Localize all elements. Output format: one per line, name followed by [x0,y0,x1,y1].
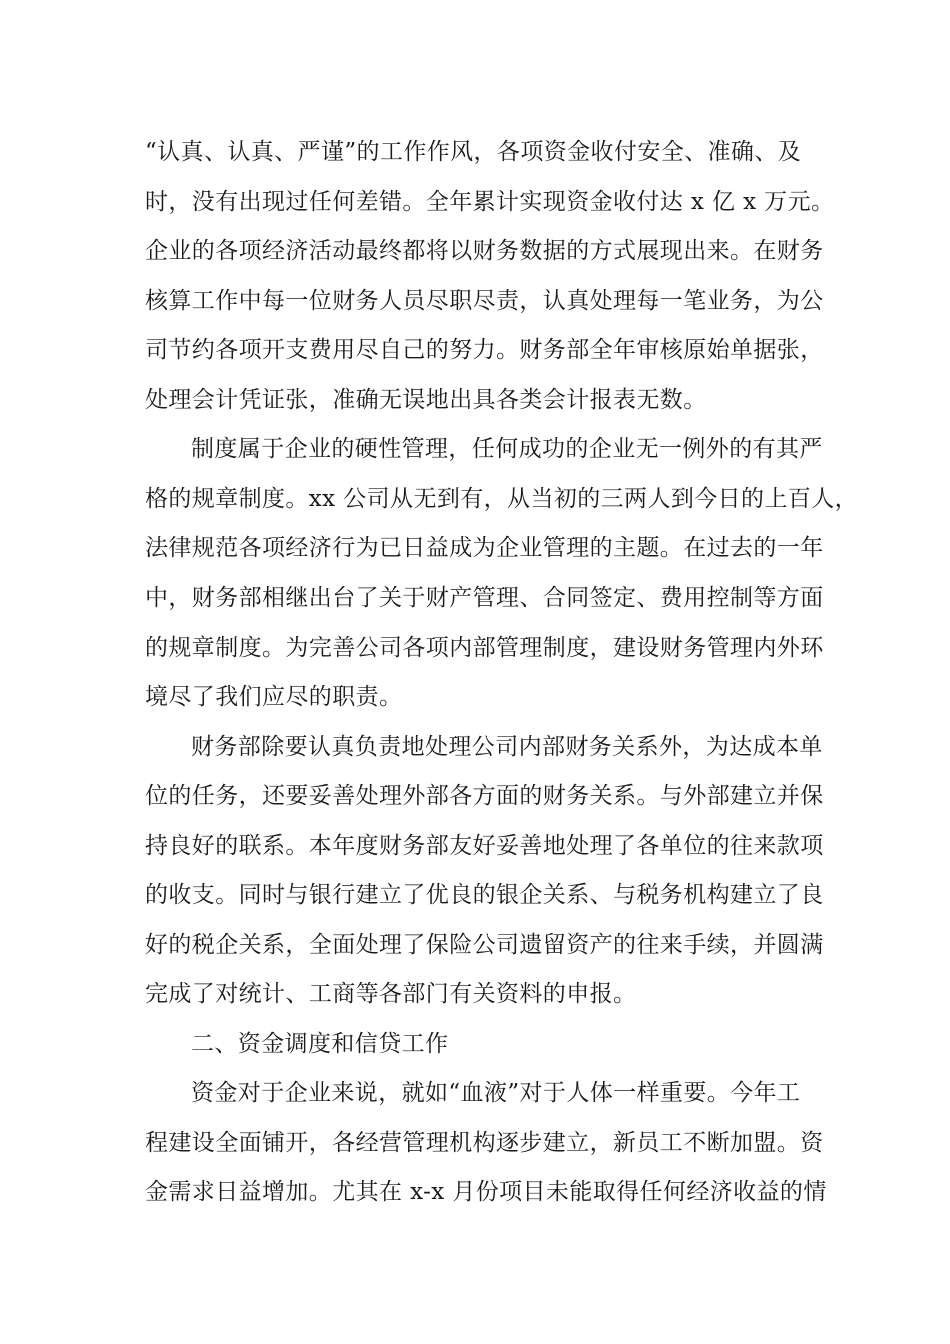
text-line: 程建设全面铺开，各经营管理机构逐步建立，新员工不断加盟。资 [145,1130,824,1156]
section-heading: 二、资金调度和信贷工作 [191,1031,449,1057]
text-line: 好的税企关系，全面处理了保险公司遗留资产的往来手续，并圆满 [145,932,824,958]
text-line: 司节约各项开支费用尽自己的努力。财务部全年审核原始单据张， [145,337,824,363]
text-line: 境尽了我们应尽的职责。 [145,684,403,710]
paragraph-first-line: 财务部除要认真负责地处理公司内部财务关系外，为达成本单 [191,734,823,760]
paragraph-first-line: 制度属于企业的硬性管理，任何成功的企业无一例外的有其严 [191,436,823,462]
text-line: 格的规章制度。xx 公司从无到有，从当初的三两人到今日的上百人， [145,486,859,512]
text-line: 核算工作中每一位财务人员尽职尽责，认真处理每一笔业务，为公 [145,288,824,314]
text-line: 的规章制度。为完善公司各项内部管理制度，建设财务管理内外环 [145,635,824,661]
paragraph-first-line: 资金对于企业来说，就如“血液”对于人体一样重要。今年工 [191,1080,801,1106]
text-line: 法律规范各项经济行为已日益成为企业管理的主题。在过去的一年 [145,535,824,561]
text-line: 处理会计凭证张，准确无误地出具各类会计报表无数。 [145,387,707,413]
text-line: “认真、认真、严谨”的工作作风，各项资金收付安全、准确、及 [145,139,802,165]
text-line: 时，没有出现过任何差错。全年累计实现资金收付达 x 亿 x 万元。 [145,189,835,215]
text-line: 企业的各项经济活动最终都将以财务数据的方式展现出来。在财务 [145,238,824,264]
text-line: 位的任务，还要妥善处理外部各方面的财务关系。与外部建立并保 [145,783,824,809]
text-line: 持良好的联系。本年度财务部友好妥善地处理了各单位的往来款项 [145,833,824,859]
text-line: 中，财务部相继出台了关于财产管理、合同签定、费用控制等方面 [145,585,824,611]
text-line: 金需求日益增加。尤其在 x-x 月份项目未能取得任何经济收益的情 [145,1179,827,1205]
text-line: 完成了对统计、工商等各部门有关资料的申报。 [145,981,637,1007]
text-line: 的收支。同时与银行建立了优良的银企关系、与税务机构建立了良 [145,882,824,908]
